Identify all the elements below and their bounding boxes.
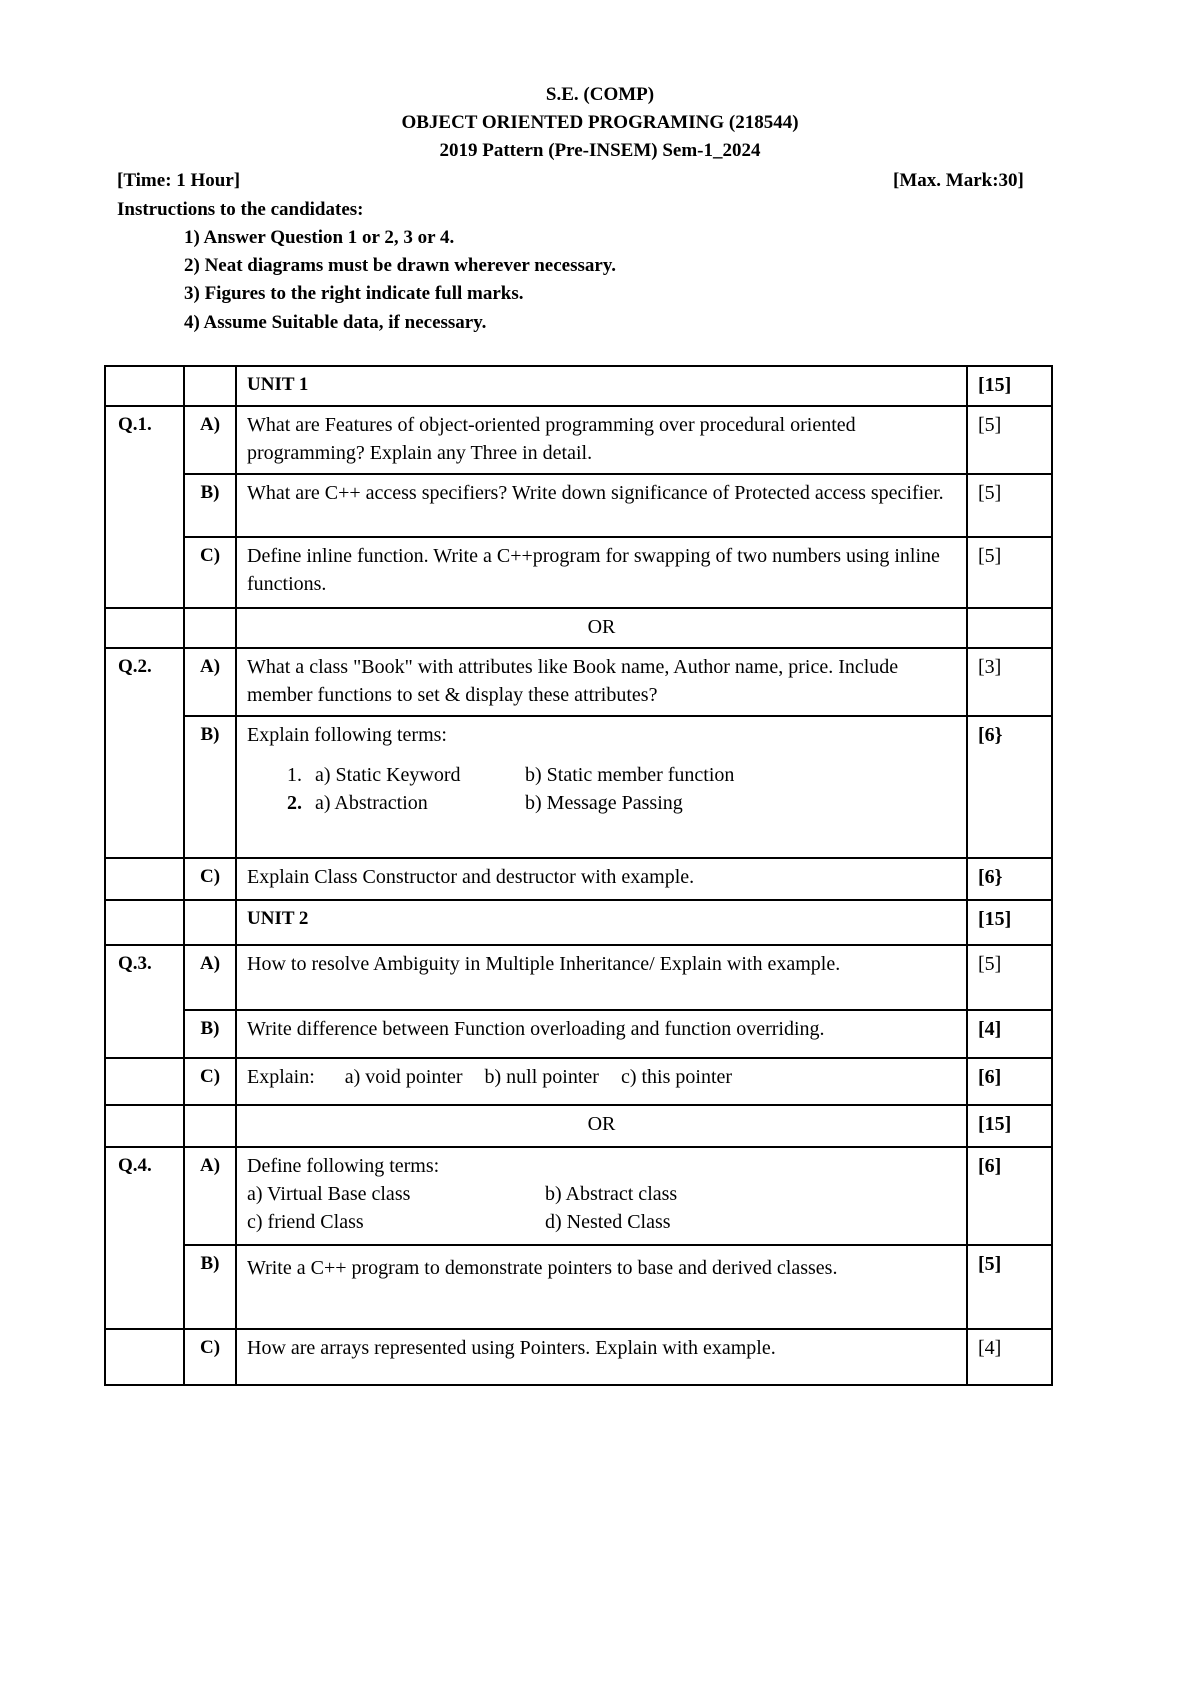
list-item <box>247 1180 956 1208</box>
or-marks <box>967 608 1052 648</box>
list-number: 2. <box>287 792 302 814</box>
or-marks: [15] <box>967 1105 1052 1147</box>
list-item <box>247 1208 956 1236</box>
sub-question-label: A) <box>184 406 236 474</box>
question-text-part: b) null pointer <box>484 1066 599 1088</box>
unit-marks: [15] <box>967 900 1052 945</box>
sub-question-label: B) <box>184 474 236 537</box>
question-row <box>105 1245 1052 1329</box>
question-marks: [5] <box>967 537 1052 608</box>
term: b) Message Passing <box>525 792 683 814</box>
instruction-item: 1) Answer Question 1 or 2, 3 or 4. <box>184 227 455 248</box>
question-text: What are C++ access specifiers? Write down significance of Protected access specifier. <box>236 474 967 537</box>
sub-question-label: B) <box>184 1245 236 1329</box>
sub-question-label: B) <box>184 716 236 858</box>
question-row <box>105 1010 1052 1058</box>
term: d) Nested Class <box>545 1211 671 1233</box>
question-text-part: c) this pointer <box>620 1066 733 1088</box>
instruction-item: 2) Neat diagrams must be drawn wherever necessary. <box>184 255 617 276</box>
question-text: Define inline function. Write a C++program for swapping of two numbers using inline functions. <box>236 537 967 608</box>
term: c) friend Class <box>247 1211 364 1233</box>
question-row <box>105 1329 1052 1385</box>
instructions-title: Instructions to the candidates: <box>117 199 364 220</box>
instruction-item: 4) Assume Suitable data, if necessary. <box>184 312 487 333</box>
question-marks: [6} <box>967 858 1052 900</box>
question-cell <box>236 1147 967 1245</box>
sub-question-label: C) <box>184 537 236 608</box>
terms-list <box>247 761 956 817</box>
list-item <box>287 761 956 789</box>
term: b) Abstract class <box>545 1183 678 1205</box>
question-row <box>105 945 1052 1010</box>
question-marks: [5] <box>967 406 1052 474</box>
max-marks: [Max. Mark:30] <box>893 170 1024 191</box>
question-row <box>105 858 1052 900</box>
question-number: Q.2. <box>105 648 184 716</box>
unit-title: UNIT 2 <box>236 900 967 945</box>
question-marks: [5] <box>967 474 1052 537</box>
or-label: OR <box>236 1105 967 1147</box>
course-title: OBJECT ORIENTED PROGRAMING (218544) <box>401 112 799 133</box>
list-item <box>287 789 956 817</box>
question-text: How to resolve Ambiguity in Multiple Inheritance/ Explain with example. <box>236 945 967 1010</box>
question-marks: [4] <box>967 1329 1052 1385</box>
question-marks: [3] <box>967 648 1052 716</box>
term: a) Virtual Base class <box>247 1183 411 1205</box>
sub-question-label: C) <box>184 1058 236 1105</box>
question-text <box>236 1058 967 1105</box>
question-text: Write a C++ program to demonstrate pointers to base and derived classes. <box>236 1245 967 1329</box>
or-label: OR <box>236 608 967 648</box>
unit-row <box>105 366 1052 406</box>
sub-question-label: C) <box>184 858 236 900</box>
question-text-part: a) void pointer <box>344 1066 463 1088</box>
question-table <box>104 365 1053 1386</box>
question-text: What are Features of object-oriented programming over procedural oriented programming? Explain any Three in detail. <box>236 406 967 474</box>
question-marks: [5] <box>967 945 1052 1010</box>
question-cell <box>236 716 967 858</box>
question-text: Write difference between Function overloading and function overriding. <box>236 1010 967 1058</box>
question-number: Q.1. <box>105 406 184 474</box>
sub-question-label: C) <box>184 1329 236 1385</box>
term: b) Static member function <box>525 764 735 786</box>
question-row <box>105 1058 1052 1105</box>
question-row <box>105 474 1052 537</box>
question-row <box>105 537 1052 608</box>
question-number: Q.3. <box>105 945 184 1010</box>
question-row <box>105 648 1052 716</box>
question-marks: [6} <box>967 716 1052 858</box>
sub-question-label: A) <box>184 945 236 1010</box>
unit-row <box>105 900 1052 945</box>
course-level: S.E. (COMP) <box>545 84 655 105</box>
exam-pattern: 2019 Pattern (Pre-INSEM) Sem-1_2024 <box>439 140 761 161</box>
instruction-item: 3) Figures to the right indicate full marks. <box>184 283 524 304</box>
question-text: How are arrays represented using Pointers. Explain with example. <box>236 1329 967 1385</box>
exam-time: [Time: 1 Hour] <box>117 170 241 191</box>
or-row <box>105 1105 1052 1147</box>
question-text: Explain Class Constructor and destructor with example. <box>236 858 967 900</box>
sub-question-label: A) <box>184 1147 236 1245</box>
question-marks: [5] <box>967 1245 1052 1329</box>
question-row <box>105 406 1052 474</box>
question-marks: [6] <box>967 1147 1052 1245</box>
list-number: 1. <box>287 764 302 786</box>
sub-question-label: A) <box>184 648 236 716</box>
question-marks: [4] <box>967 1010 1052 1058</box>
question-text: Explain following terms: <box>247 724 447 746</box>
question-text: Define following terms: <box>247 1155 440 1177</box>
question-row <box>105 716 1052 858</box>
question-marks: [6] <box>967 1058 1052 1105</box>
sub-question-label: B) <box>184 1010 236 1058</box>
question-row <box>105 1147 1052 1245</box>
term: a) Abstraction <box>315 792 428 814</box>
unit-marks: [15] <box>967 366 1052 406</box>
unit-title: UNIT 1 <box>236 366 967 406</box>
question-text: What a class "Book" with attributes like Book name, Author name, price. Include member functions to set & display these attributes? <box>236 648 967 716</box>
or-row <box>105 608 1052 648</box>
question-number: Q.4. <box>105 1147 184 1245</box>
terms-list <box>247 1180 956 1236</box>
term: a) Static Keyword <box>315 764 461 786</box>
question-text-part: Explain: <box>247 1066 315 1088</box>
